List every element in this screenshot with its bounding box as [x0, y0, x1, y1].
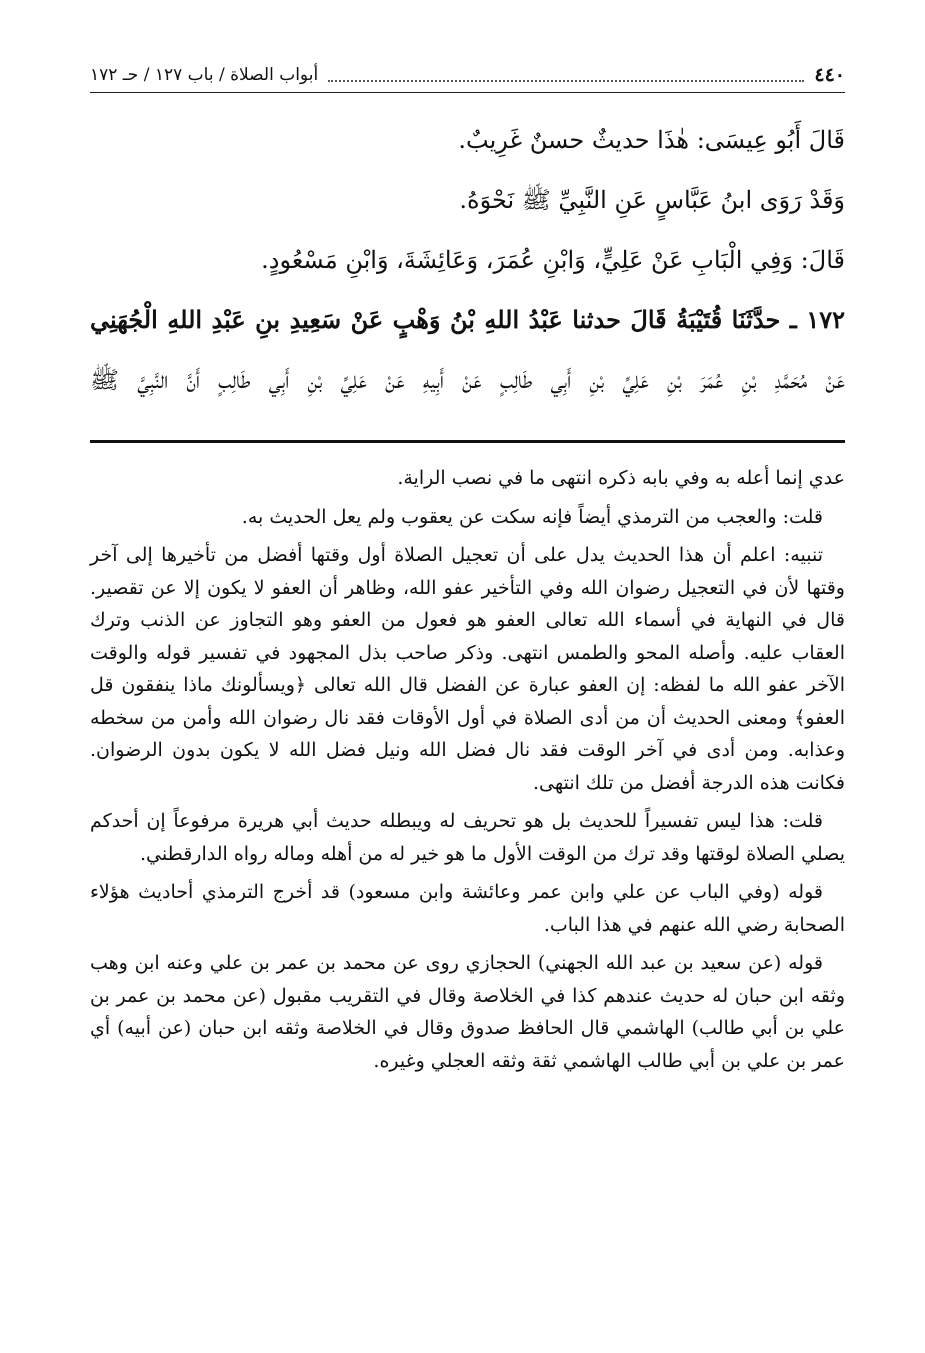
hadith-line-2: وَقَدْ رَوَى ابنُ عَبَّاسٍ عَنِ النَّبِيِّ ﷺ نَحْوَهُ.: [459, 186, 845, 214]
footnote-separator: [90, 440, 845, 443]
hadith-line-5: عَنْ مُحَمَّدِ بْنِ عُمَرَ بْنِ عَلِيِّ بْنِ أَبِي طَالِبٍ عَنْ أَبِيهِ عَنْ عَلِيِّ بْنِ أَبِي طَالِبٍ أَنَّ النَّبِيَّ ﷺ: [90, 366, 846, 394]
commentary-paragraph-2: قلت: والعجب من الترمذي أيضاً فإنه سكت عن يعقوب ولم يعل الحديث به.: [241, 505, 823, 528]
hadith-line-1: قَالَ أَبُو عِيسَى: هٰذَا حديثٌ حسنٌ غَرِيبٌ.: [458, 126, 845, 154]
commentary-paragraph-5: قوله (وفي الباب عن علي وابن عمر وعائشة وابن مسعود) قد أخرج الترمذي أحاديث هؤلاء الصحابة رضي الله عنهم في هذا الباب.: [90, 881, 845, 936]
hadith-line-4: ١٧٢ ـ حدَّثَنَا قُتَيْبَةُ قَالَ حدثنا عَبْدُ اللهِ بْنُ وَهْبٍ عَنْ سَعِيدِ بنِ عَبْدِ اللهِ الْجُهَنِي: [90, 305, 845, 334]
hadith-line-3: قَالَ: وَفِي الْبَابِ عَنْ عَلِيٍّ، وَابْنِ عُمَرَ، وَعَائِشَةَ، وَابْنِ مَسْعُودٍ.: [261, 246, 845, 274]
running-title: أبواب الصلاة / باب ١٢٧ / حـ ١٧٢: [90, 65, 319, 85]
commentary-paragraph-1: عدي إنما أعله به وفي بابه ذكره انتهى ما في نصب الراية.: [397, 467, 845, 489]
commentary: [90, 462, 845, 1083]
dotted-leader: [328, 80, 804, 82]
hadith-text: [90, 110, 845, 410]
commentary-paragraph-3: تنبيه: اعلم أن هذا الحديث يدل على أن تعجيل الصلاة أول وقتها أفضل من تأخيرها إلى آخر وقتها لأن في التعجيل رضوان الله وفي التأخير عفو الله، وظاهر أن العفو لا يكون إلا عن تقصير. قال في النهاية في أسماء الله تعالى العفو هو فعول من العفو وهو التجاوز عن الذنب وترك العقاب عليه. وأصله المحو والطمس انتهى. وذكر صاحب بذل المجهود في تفسير قوله والوقت الآخر عفو الله ما لفظه: إن العفو عبارة عن الفضل قال الله تعالى ﴿ويسألونك ماذا ينفقون قل العفو﴾ ومعنى الحديث أن من أدى الصلاة في أول الأوقات فقد نال رضوان الله وأمن من سخطه وعذابه. ومن أدى في آخر الوقت فقد نال فضل الله ونيل فضل الله لا يكون بدون الرضوان. فكانت هذه الدرجة أفضل من تلك انتهى.: [90, 544, 845, 794]
commentary-paragraph-6: قوله (عن سعيد بن عبد الله الجهني) الحجازي روى عن محمد بن عمر بن علي وعنه ابن وهب وثقه ابن حبان له حديث عندهم كذا في الخلاصة وقال في التقريب مقبول (عن محمد بن عمر بن علي بن أبي طالب) الهاشمي قال الحافظ صدوق وقال في الخلاصة وثقه ابن حبان (عن أبيه) أي عمر بن علي بن أبي طالب الهاشمي ثقة وثقه العجلي وغيره.: [90, 952, 845, 1072]
running-header: [90, 58, 845, 93]
page-number: ٤٤٠: [814, 64, 845, 86]
commentary-paragraph-4: قلت: هذا ليس تفسيراً للحديث بل هو تحريف له ويبطله حديث أبي هريرة مرفوعاً إن أحدكم يصلي الصلاة لوقتها وقد ترك من الوقت الأول ما هو خير له من أهله وماله رواه الدارقطني.: [90, 810, 845, 865]
